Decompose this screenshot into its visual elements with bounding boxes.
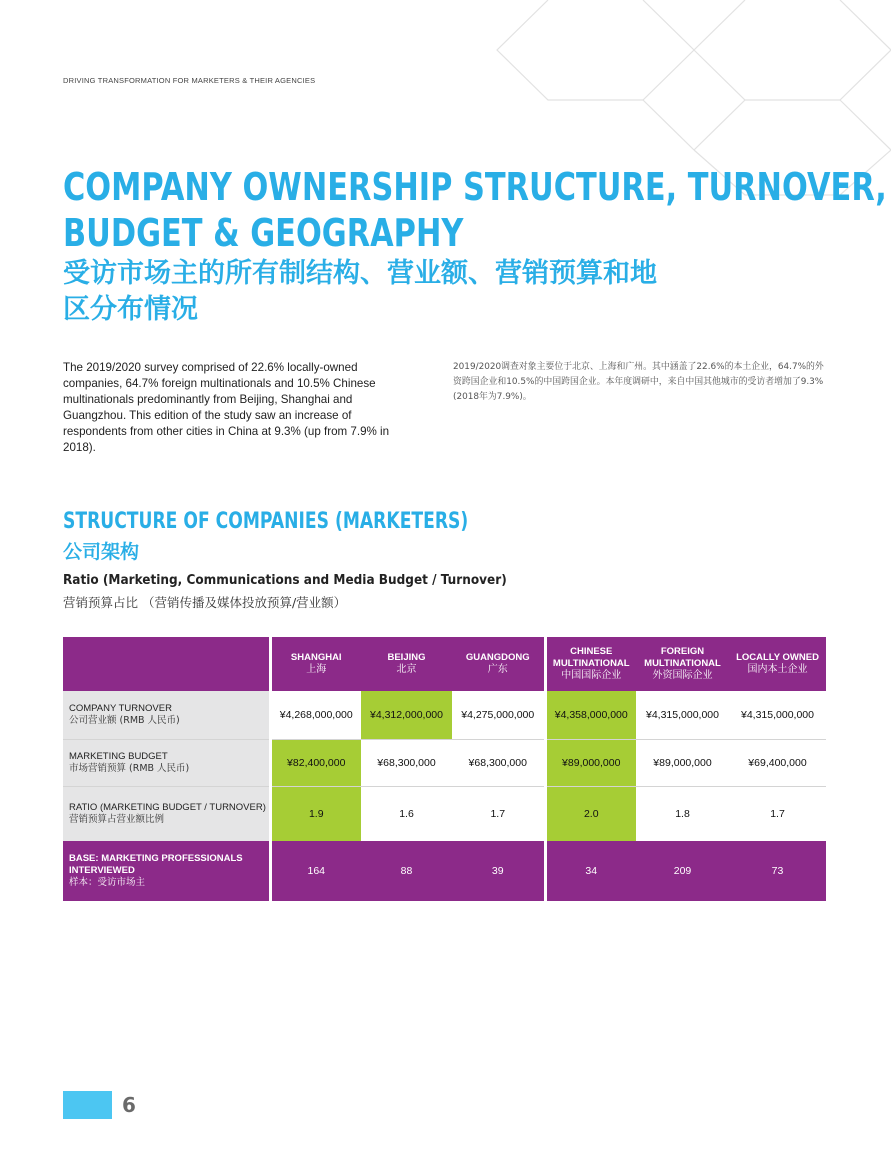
row-label: BASE: MARKETING PROFESSIONALS INTERVIEWED 样本：受访市场主 — [63, 841, 270, 901]
table-cell: 39 — [452, 841, 545, 901]
table-cell: 1.6 — [361, 786, 452, 841]
table-header-row — [63, 637, 826, 691]
section-title-chinese: 公司架构 — [63, 541, 140, 563]
page-title-chinese-line-1: 受访市场主的所有制结构、营业额、营销预算和地 — [63, 258, 657, 289]
table-row-marketing-budget — [63, 739, 826, 786]
intro-paragraph-english: The 2019/2020 survey comprised of 22.6% locally-owned companies, 64.7% foreign multinationals and 10.5% Chinese multinationals predominantly from Beijing, Shanghai and Guangzhou. This edition of the study saw an increase of respondents from other cities in China at 9.3% (up from 7.9% in 2018). — [63, 361, 390, 454]
table-cell: ¥68,300,000 — [452, 739, 545, 786]
company-structure-table — [63, 637, 826, 901]
table-row-ratio — [63, 786, 826, 841]
row-label: RATIO (MARKETING BUDGET / TURNOVER) 营销预算占营业额比例 — [63, 786, 270, 841]
page-title-chinese — [63, 256, 743, 328]
table-cell: 1.7 — [729, 786, 826, 841]
table-cell: ¥69,400,000 — [729, 739, 826, 786]
table-cell: 88 — [361, 841, 452, 901]
table-row-base — [63, 841, 826, 901]
table-cell: ¥89,000,000 — [636, 739, 729, 786]
section-title: STRUCTURE OF COMPANIES (MARKETERS) — [63, 509, 469, 534]
table-cell: ¥68,300,000 — [361, 739, 452, 786]
table-cell: ¥4,275,000,000 — [452, 691, 545, 739]
column-header-foreign-multinational: FOREIGN MULTINATIONAL 外资国际企业 — [636, 637, 729, 691]
table-cell: 1.7 — [452, 786, 545, 841]
table-cell: 164 — [270, 841, 361, 901]
table-cell: ¥4,315,000,000 — [729, 691, 826, 739]
page-number-block — [63, 1091, 112, 1119]
page-number: 6 — [122, 1093, 136, 1117]
table-cell: 209 — [636, 841, 729, 901]
column-header-locally-owned: LOCALLY OWNED 国内本土企业 — [729, 637, 826, 691]
column-header-beijing: BEIJING 北京 — [361, 637, 452, 691]
table-cell: 73 — [729, 841, 826, 901]
column-header-chinese-multinational: CHINESE MULTINATIONAL 中国国际企业 — [545, 637, 636, 691]
table-cell-highlighted: 1.9 — [270, 786, 361, 841]
table-cell: 34 — [545, 841, 636, 901]
intro-paragraph-chinese: 2019/2020调查对象主要位于北京、上海和广州。其中涵盖了22.6%的本土企业，64.7%的外资跨国企业和10.5%的中国跨国企业。本年度调研中，来自中国其他城市的受访者增加了9.3%(2018年为7.9%)。 — [453, 362, 824, 402]
row-label: MARKETING BUDGET 市场营销预算 (RMB 人民币) — [63, 739, 270, 786]
table-row-company-turnover — [63, 691, 826, 739]
table-cell-highlighted: ¥4,312,000,000 — [361, 691, 452, 739]
table-cell-highlighted: 2.0 — [545, 786, 636, 841]
page-title-line-1: COMPANY OWNERSHIP STRUCTURE, TURNOVER, — [63, 165, 887, 209]
page-title — [63, 164, 887, 256]
page-title-chinese-line-2: 区分布情况 — [63, 294, 198, 325]
table-caption-chinese: 营销预算占比 （营销传播及媒体投放预算/营业额） — [63, 595, 347, 610]
table-cell: 1.8 — [636, 786, 729, 841]
running-header: DRIVING TRANSFORMATION FOR MARKETERS & THEIR AGENCIES — [63, 76, 316, 85]
row-label: COMPANY TURNOVER 公司营业额 (RMB 人民币) — [63, 691, 270, 739]
column-header-guangdong: GUANGDONG 广东 — [452, 637, 545, 691]
page-title-line-2: BUDGET & GEOGRAPHY — [63, 211, 464, 255]
table-cell-highlighted: ¥4,358,000,000 — [545, 691, 636, 739]
table-cell-highlighted: ¥89,000,000 — [545, 739, 636, 786]
table-cell-highlighted: ¥82,400,000 — [270, 739, 361, 786]
column-header-shanghai: SHANGHAI 上海 — [270, 637, 361, 691]
table-cell: ¥4,268,000,000 — [270, 691, 361, 739]
header-corner-cell — [63, 637, 270, 691]
table-caption: Ratio (Marketing, Communications and Media Budget / Turnover) — [63, 573, 507, 588]
table-cell: ¥4,315,000,000 — [636, 691, 729, 739]
